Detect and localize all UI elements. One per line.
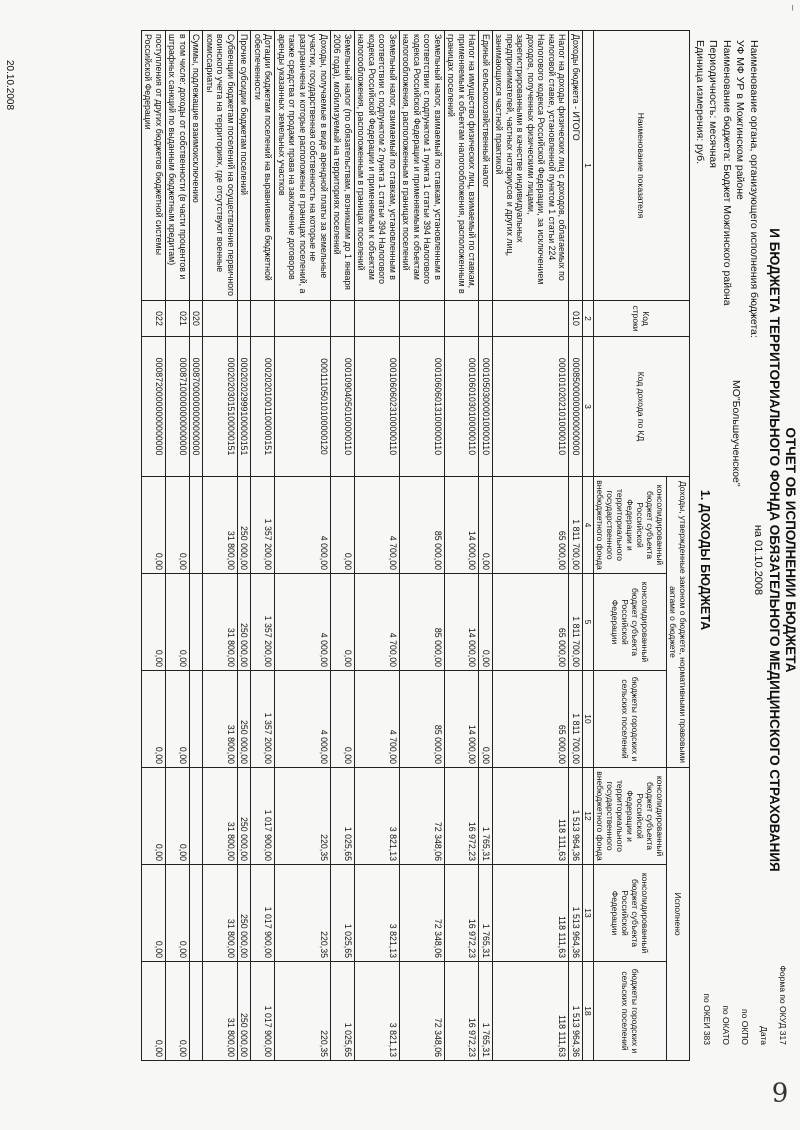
indicator-name: Доходы бюджета - ИТОГО [569,31,583,301]
indicator-name: Налог на имущество физических лиц, взимаемый по ставкам, применяемым к объектам налогообложения, расположенным в границах поселений [445,31,480,301]
amount-cell: 0,00 [142,962,166,1061]
table-row [493,31,570,1061]
amount-cell: 85 000,00 [400,477,445,574]
info-line: Периодичность: месячная [707,40,720,168]
amount-cell: 4 000,00 [275,671,331,768]
table-row-total [569,31,583,1061]
header-consolidated-funds: консолидированный бюджет субъекта Российской Федерации и территориального государственного внебюджетного фонда [594,768,667,865]
line-code: 020 [190,301,204,337]
revenue-code: 00020203015100000151 [203,337,238,477]
column-number-row [583,31,594,1061]
amount-cell: 72 348,06 [400,865,445,962]
col-number: 2 [583,301,594,337]
header-name: Наименование показателя [594,31,690,301]
amount-cell: 250 000,00 [238,477,252,574]
code-line: по ОКАТО [721,1005,731,1045]
title-line-1: ОТЧЕТ ОБ ИСПОЛНЕНИИ БЮДЖЕТА [783,427,798,673]
line-code: 021 [166,301,190,337]
form-codes [697,935,792,1045]
amount-cell: 1 025,65 [331,768,355,865]
amount-cell: 250 000,00 [238,962,252,1061]
revenue-code: 00011105010100000120 [275,337,331,477]
amount-cell: 1 811 700,00 [569,477,583,574]
revenue-code: 00020201001100000151 [251,337,275,477]
section-title: 1. ДОХОДЫ БЮДЖЕТА [698,489,712,631]
info-line: Единица измерения: руб. [694,40,706,165]
amount-cell: 3 821,13 [355,865,400,962]
amount-cell: 1 025,65 [331,865,355,962]
revenue-code: 00087000000000000000 [190,337,204,477]
amount-cell: 1 765,31 [479,962,493,1061]
revenue-table [141,30,690,1061]
amount-cell: 1 811 700,00 [569,671,583,768]
amount-cell: 0,00 [142,671,166,768]
col-number: 5 [583,574,594,671]
page-mark: – [787,5,798,11]
col-number: 12 [583,768,594,865]
line-code: 022 [142,301,166,337]
amount-cell: 1 811 700,00 [569,574,583,671]
info-line: Наименование органа, организующего исполнения бюджета: [748,40,760,338]
title-line-2: И БЮДЖЕТА ТЕРРИТОРИАЛЬНОГО ФОНДА ОБЯЗАТЕЛЬНОГО МЕДИЦИНСКОГО СТРАХОВАНИЯ [767,228,782,872]
indicator-name: Налог на доходы физических лиц с доходов, облагаемых по налоговой ставке, установленной пунктом 1 статьи 224 Налогового кодекса Российской Федерации, за исключением доходов, полученных физическими лицами, зарегистрированными в качестве индивидуальных предпринимателей, частных нотариусов и других лиц, занимающихся частной практикой [493,31,570,301]
table-row [142,31,166,1061]
revenue-code: 00087100000000000000 [166,337,190,477]
amount-cell: 0,00 [142,574,166,671]
code-line: по ОКЕИ 383 [702,993,712,1045]
amount-cell: 118 111,63 [493,962,570,1061]
indicator-name: Земельный налог, взимаемый по ставкам, установленным в соответствии с подпунктом 2 пункта 1 статьи 394 Налогового кодекса Российской Федерации и применяемым к объектам налогообложения, расположенным в границах поселений [355,31,400,301]
indicator-name: поступления от других бюджетов бюджетной системы Российской Федерации [142,31,166,301]
info-line: УФ МФ УР в Можгинском районе [734,40,747,200]
line-code [445,301,480,337]
revenue-code: 00010904050100000110 [331,337,355,477]
report-date: на 01.10.2008 [752,524,764,596]
line-code [251,301,275,337]
amount-cell: 1 765,31 [479,768,493,865]
amount-cell: 4 700,00 [355,574,400,671]
amount-cell: 250 000,00 [238,865,252,962]
indicator-name: Дотации бюджетам поселений на выравнивание бюджетной обеспеченности [251,31,275,301]
amount-cell: 1 357 200,00 [251,477,275,574]
indicator-name: Суммы, подлежащие взаимоисключению [190,31,204,301]
line-code [479,301,493,337]
header-kd: Код дохода по КД [594,337,690,477]
col-number: 18 [583,962,594,1061]
amount-cell: 1 017 900,00 [251,962,275,1061]
amount-cell: 0,00 [166,574,190,671]
col-number: 1 [583,31,594,301]
amount-cell: 14 000,00 [445,477,480,574]
amount-cell: 31 800,00 [203,962,238,1061]
header-approved: Доходы, утвержденные законом о бюджете, нормативными правовыми актами о бюджете [667,477,690,768]
col-number: 10 [583,671,594,768]
amount-cell: 250 000,00 [238,574,252,671]
amount-cell: 220,35 [275,962,331,1061]
line-code [275,301,331,337]
amount-cell: 3 821,13 [355,768,400,865]
amount-cell: 31 800,00 [203,574,238,671]
amount-cell: 118 111,63 [493,768,570,865]
indicator-name: в том числе: доходы от собственности (в части процентов и штрафных санкций по выданным бюджетным кредитам) [166,31,190,301]
amount-cell: 65 000,00 [493,477,570,574]
amount-cell: 0,00 [479,574,493,671]
amount-cell: 65 000,00 [493,671,570,768]
revenue-code: 00010606023100000110 [355,337,400,477]
indicator-name: Единый сельскохозяйственный налог [479,31,493,301]
code-line: Дата [759,1026,769,1045]
table-row [251,31,275,1061]
report-title [766,200,798,900]
amount-cell: 250 000,00 [238,671,252,768]
code-line: Форма по ОКУД 317 [778,965,788,1045]
table-row [479,31,493,1061]
amount-cell: 4 700,00 [355,477,400,574]
amount-cell: 220,35 [275,865,331,962]
indicator-name: Земельный налог, взимаемый по ставкам, установленным в соответствии с подпунктом 1 пункта 1 статьи 394 Налогового кодекса Российской Федерации и применяемым к объектам налогообложения, расположенным в границах поселений [400,31,445,301]
table-row [445,31,480,1061]
amount-cell: 0,00 [166,962,190,1061]
amount-cell: 4 700,00 [355,671,400,768]
revenue-rows [142,31,583,1061]
table-row [238,31,252,1061]
indicator-name: Прочие субсидии бюджетам поселений [238,31,252,301]
amount-cell: 1 765,31 [479,865,493,962]
amount-cell: 14 000,00 [445,574,480,671]
line-code [203,301,238,337]
amount-cell: 0,00 [142,865,166,962]
amount-cell: 1 513 964,36 [569,865,583,962]
header-executed: Исполнено [667,768,690,1061]
amount-cell: 31 800,00 [203,865,238,962]
line-code [238,301,252,337]
line-code [331,301,355,337]
table-row [190,31,204,1061]
amount-cell: 0,00 [331,671,355,768]
line-code [355,301,400,337]
amount-cell: 0,00 [331,574,355,671]
amount-cell: 0,00 [166,477,190,574]
amount-cell: 85 000,00 [400,671,445,768]
amount-cell: 1 513 964,36 [569,962,583,1061]
amount-cell: 1 357 200,00 [251,671,275,768]
amount-cell: 0,00 [142,768,166,865]
table-row [400,31,445,1061]
amount-cell: 65 000,00 [493,574,570,671]
header-code-line: Код строки [594,301,690,337]
amount-cell [190,477,204,574]
amount-cell [190,962,204,1061]
amount-cell: 72 348,06 [400,962,445,1061]
amount-cell: 4 000,00 [275,477,331,574]
amount-cell: 31 800,00 [203,671,238,768]
org-name: МО"Большеученское" [730,380,742,487]
table-row [331,31,355,1061]
info-line: Наименование бюджета: Бюджет Можгинского района [721,40,733,306]
header-settlements: бюджеты городских и сельских поселений [594,671,667,768]
amount-cell: 250 000,00 [238,768,252,865]
revenue-code: 00087200000000000000 [142,337,166,477]
amount-cell [190,768,204,865]
indicator-name: Земельный налог (по обязательствам, возникшим до 1 января 2006 года), мобилизуемый на территориях поселений [331,31,355,301]
col-number: 4 [583,477,594,574]
amount-cell: 1 017 900,00 [251,865,275,962]
line-code [400,301,445,337]
amount-cell: 16 972,23 [445,962,480,1061]
amount-cell: 72 348,06 [400,768,445,865]
amount-cell: 0,00 [479,477,493,574]
table-row [275,31,331,1061]
amount-cell: 31 800,00 [203,477,238,574]
footer-date: 20.10.2008 [4,60,15,111]
amount-cell [190,865,204,962]
code-line: по ОКПО [740,1009,750,1045]
revenue-code: 00020202999100000151 [238,337,252,477]
table-row [355,31,400,1061]
amount-cell: 14 000,00 [445,671,480,768]
amount-cell: 3 821,13 [355,962,400,1061]
amount-cell: 0,00 [142,477,166,574]
report-info [693,40,761,338]
revenue-code: 00010606013100000110 [400,337,445,477]
col-number: 3 [583,337,594,477]
header-settlements: бюджеты городских и сельских поселений [594,962,667,1061]
amount-cell: 4 000,00 [275,574,331,671]
revenue-code: 00085000000000000000 [569,337,583,477]
table-row [203,31,238,1061]
revenue-code: 00010601030100000110 [445,337,480,477]
indicator-name: Субвенции бюджетам поселений на осуществление первичного воинского учета на территориях, где отсутствуют военные комиссариаты [203,31,238,301]
amount-cell: 16 972,23 [445,768,480,865]
amount-cell: 220,35 [275,768,331,865]
amount-cell: 1 357 200,00 [251,574,275,671]
amount-cell: 1 017 900,00 [251,768,275,865]
amount-cell: 0,00 [166,768,190,865]
amount-cell: 31 800,00 [203,768,238,865]
header-consolidated-funds: консолидированный бюджет субъекта Российской Федерации и территориального государственного внебюджетного фонда [594,477,667,574]
amount-cell [190,574,204,671]
revenue-code: 00010102021010000110 [493,337,570,477]
col-number: 13 [583,865,594,962]
header-consolidated-subject: консолидированный бюджет субъекта Российской Федерации [594,865,667,962]
header-row-group [667,31,690,1061]
amount-cell [190,671,204,768]
amount-cell: 0,00 [166,865,190,962]
amount-cell: 0,00 [166,671,190,768]
amount-cell: 1 513 964,36 [569,768,583,865]
amount-cell: 16 972,23 [445,865,480,962]
amount-cell: 1 025,65 [331,962,355,1061]
amount-cell: 85 000,00 [400,574,445,671]
revenue-code: 00010503000010000110 [479,337,493,477]
handwritten-page-number: 9 [771,1078,789,1109]
line-code [493,301,570,337]
table-row [166,31,190,1061]
amount-cell: 0,00 [331,477,355,574]
amount-cell: 118 111,63 [493,865,570,962]
amount-cell: 0,00 [479,671,493,768]
line-code: 010 [569,301,583,337]
indicator-name: Доходы, получаемые в виде арендной платы за земельные участки, государственная собственность на которые не разграничена и которые расположены в границах поселений, а также средства от продажи права на заключение договоров аренды указанных земельных участков [275,31,331,301]
header-consolidated-subject: консолидированный бюджет субъекта Российской Федерации [594,574,667,671]
